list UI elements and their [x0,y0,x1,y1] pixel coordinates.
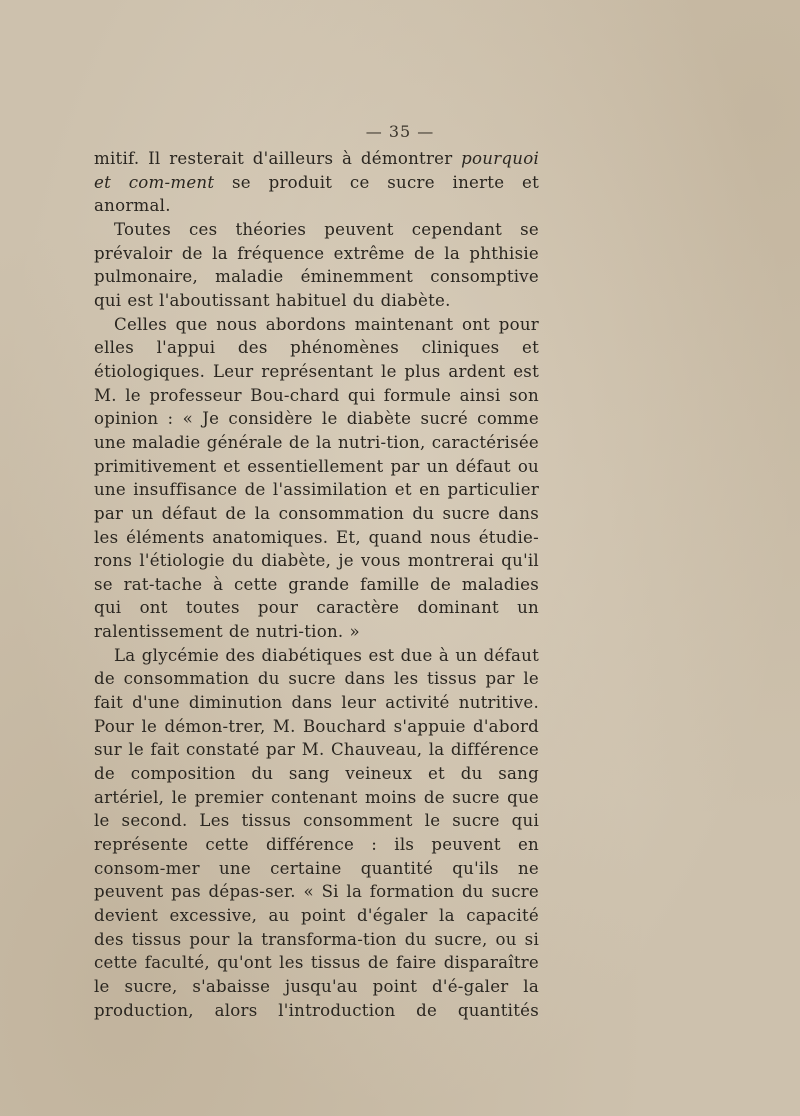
text-run: se produit ce sucre inerte et anormal. [94,172,539,216]
text-run-italic: pourquoi et com-ment [94,149,539,192]
page-number: — 35 — [365,122,435,141]
paragraph [94,218,539,313]
body-text [94,147,539,1022]
text-run: Toutes ces théories peuvent cependant se prévaloir de la fréquence extrême de la phthisie pulmonaire, maladie éminemment consomptive qui est l'aboutissant habituel du diabète. [94,219,539,310]
text-run: Celles que nous abordons maintenant ont pour elles l'appui des phénomènes cliniques et étiologiques. Leur représentant le plus ardent est M. le professeur Bou-chard qui formule ainsi son opinion : « Je considère le diabète sucré comme une maladie générale de la nutri-tion, caractérisée primitivement et essentiellement par un défaut ou une insuffisance de l'assimilation et en particulier par un défaut de la consommation du sucre dans les éléments anatomiques. Et, quand nous étudie-rons l'étiologie du diabète, je vous montrerai qu'il se rat-tache à cette grande famille de maladies qui ont toutes pour caractère dominant un ralentissement de nutri-tion. » [94,314,539,642]
paragraph [94,313,539,644]
paragraph [94,644,539,1023]
text-run: mitif. Il resterait d'ailleurs à démontrer [94,149,462,168]
text-run: La glycémie des diabétiques est due à un défaut de consommation du sucre dans les tissus par le fait d'une diminution dans leur activité nutritive. Pour le démon-trer, M. Bouchard s'appuie d'abord sur le fait constaté par M. Chauveau, la différence de composition du sang veineux et du sang artériel, le premier contenant moins de sucre que le second. Les tissus consomment le sucre qui représente cette différence : ils peuvent en consom-mer une certaine quantité qu'ils ne peuvent pas dépas-ser. « Si la formation du sucre devient excessive, au point d'égaler la capacité des tissus pour la transforma-tion du sucre, ou si cette faculté, qu'ont les tissus de faire disparaître le sucre, s'abaisse jusqu'au point d'é-galer la production, alors l'introduction de quantités [94,645,539,1020]
paragraph-continuation [94,147,539,218]
